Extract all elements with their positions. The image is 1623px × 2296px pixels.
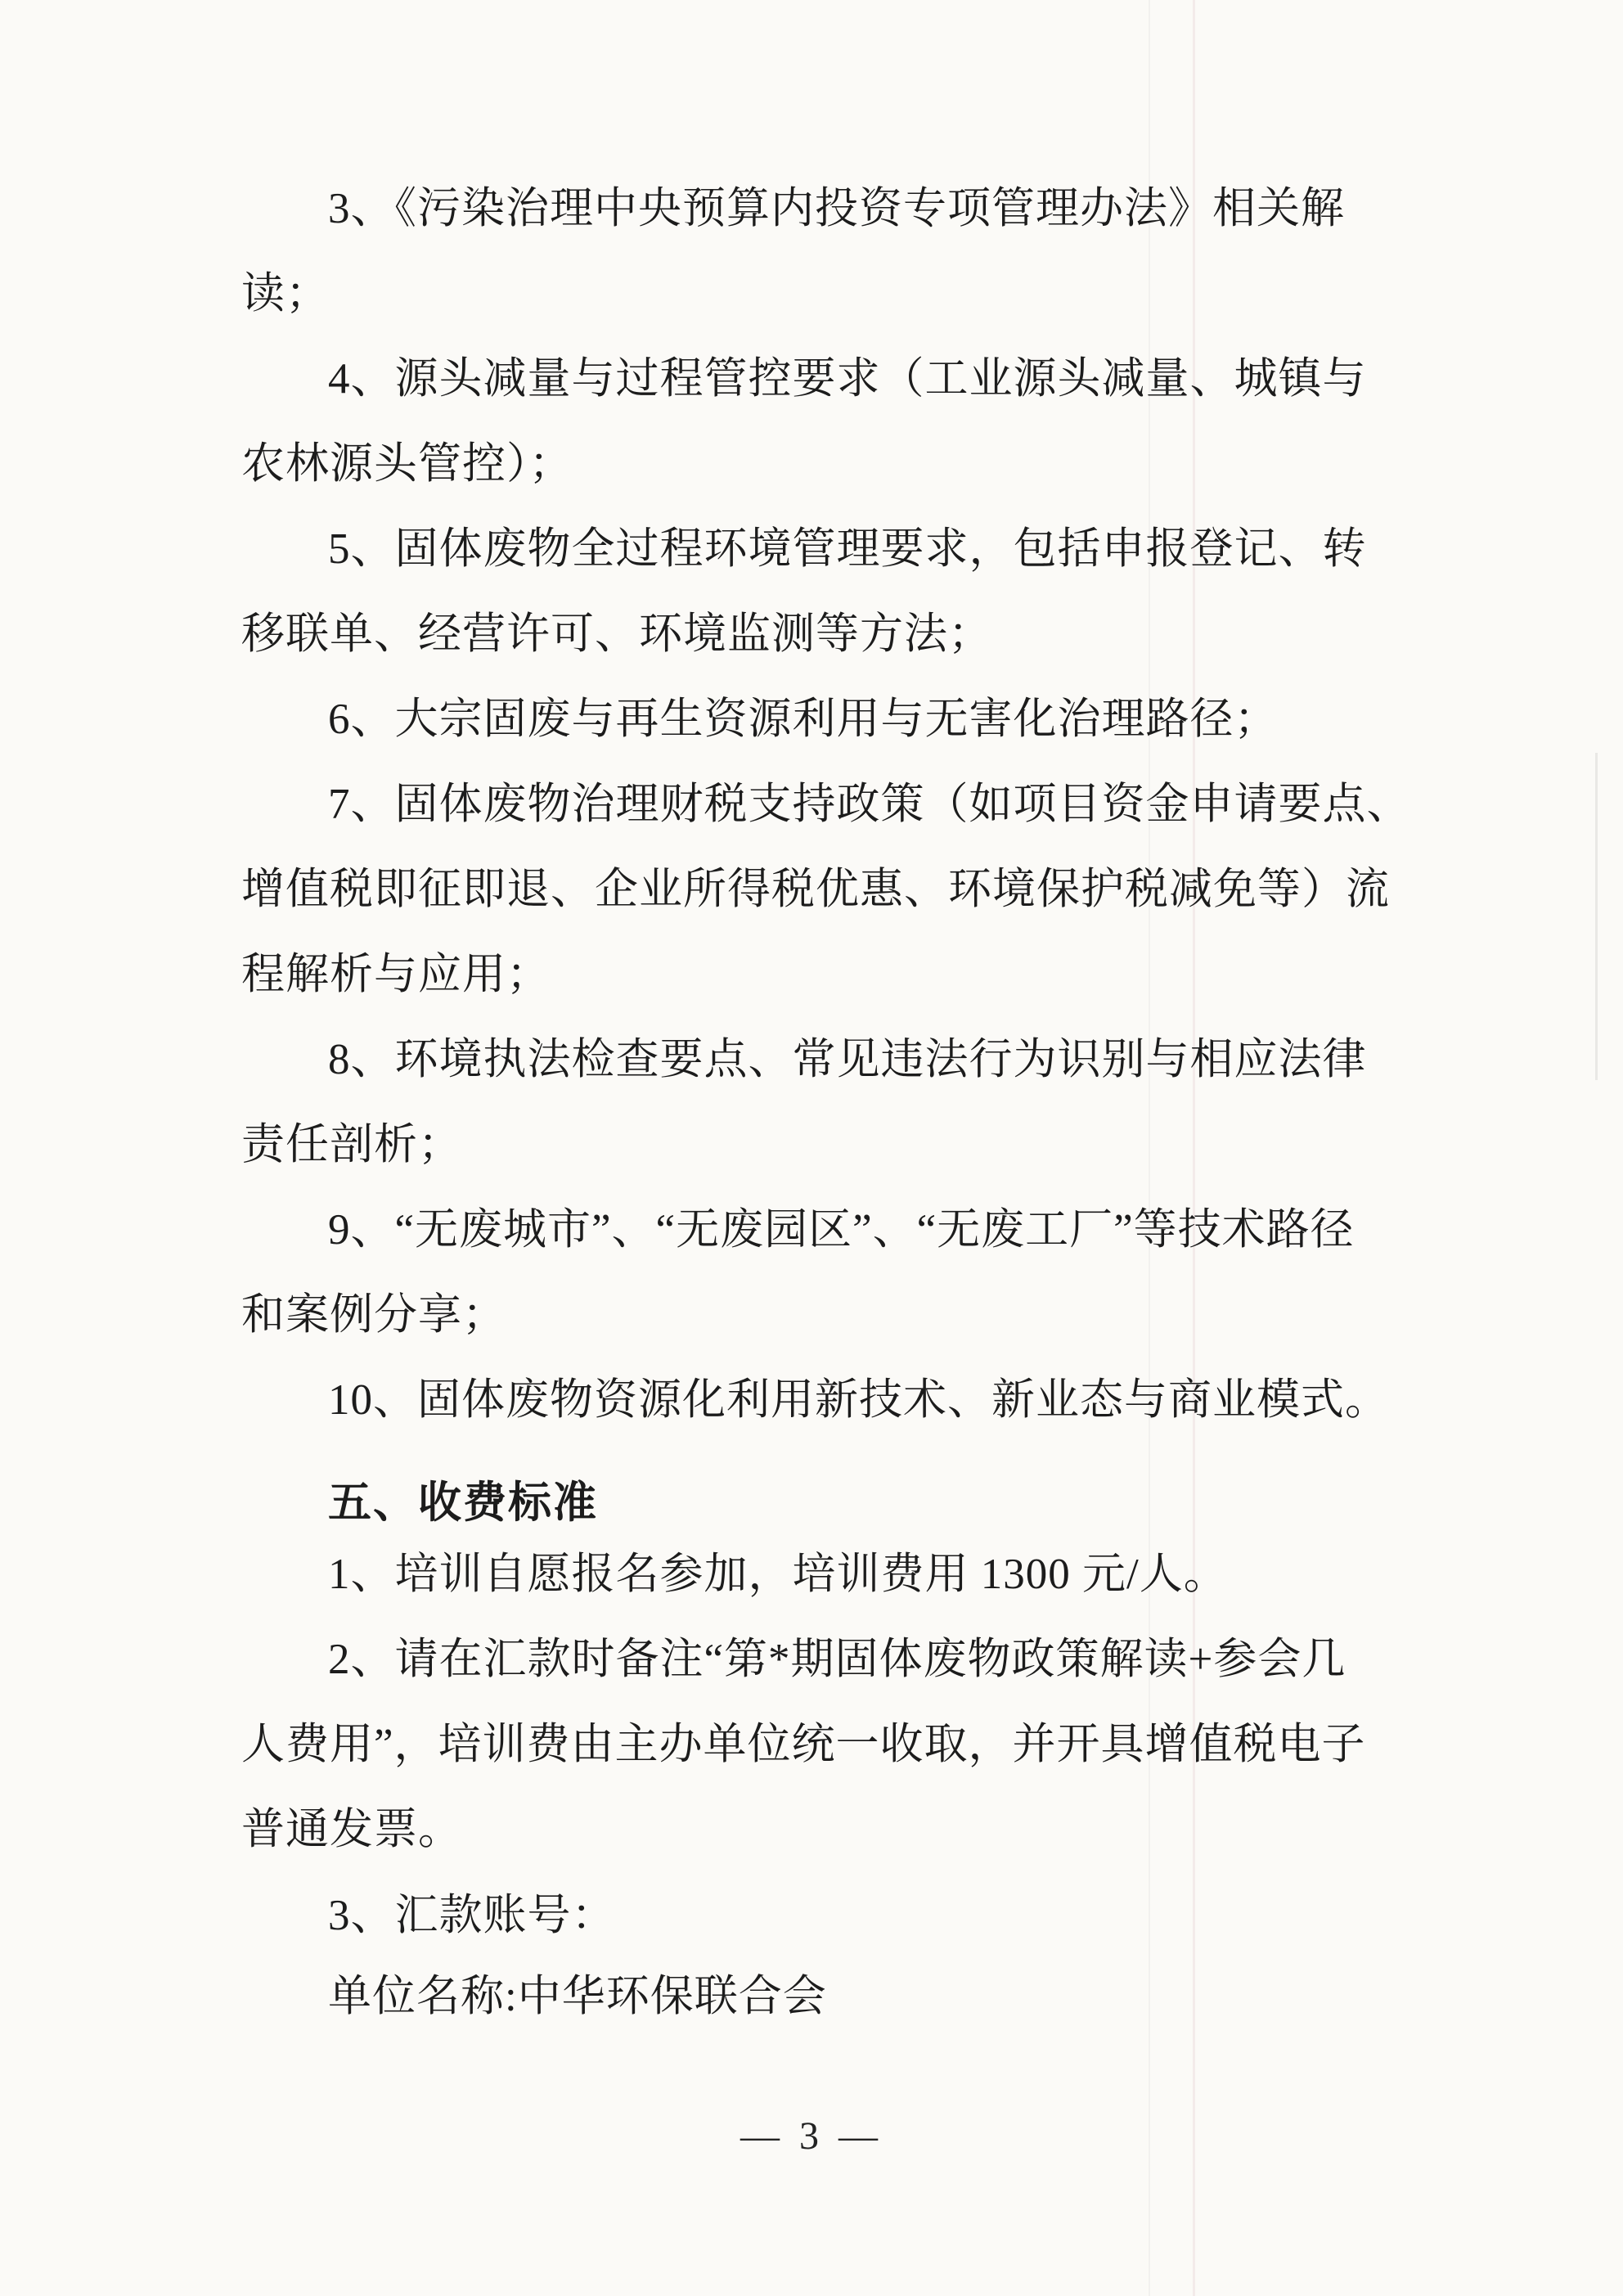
text-line: 读； xyxy=(241,270,330,317)
text-line: 8、环境执法检查要点、常见违法行为识别与相应法律 xyxy=(328,1036,1367,1083)
text-line: 单位名称:中华环保联合会 xyxy=(328,1973,827,2020)
text-line: 1、培训自愿报名参加，培训费用 1300 元/人。 xyxy=(328,1551,1228,1598)
text-line: 增值税即征即退、企业所得税优惠、环境保护税减免等）流 xyxy=(241,866,1390,913)
text-line: 普通发票。 xyxy=(241,1806,462,1853)
text-line: 2、请在汇款时备注“第*期固体废物政策解读+参会几 xyxy=(328,1636,1347,1683)
text-line: 责任剖析； xyxy=(241,1121,462,1168)
text-line: 10、固体废物资源化利用新技术、新业态与商业模式。 xyxy=(328,1376,1389,1424)
text-line: 6、大宗固废与再生资源利用与无害化治理路径； xyxy=(328,696,1279,743)
text-line: 程解析与应用； xyxy=(241,951,551,998)
page-number: — 3 — xyxy=(740,2114,883,2158)
text-line: 移联单、经营许可、环境监测等方法； xyxy=(241,610,992,658)
text-line: 9、“无废城市”、“无废园区”、“无废工厂”等技术路径 xyxy=(328,1206,1355,1254)
text-line: 和案例分享； xyxy=(241,1291,506,1339)
text-line: 3、《污染治理中央预算内投资专项管理办法》相关解 xyxy=(328,185,1345,232)
text-line: 4、源头减量与过程管控要求（工业源头减量、城镇与 xyxy=(328,355,1367,403)
text-line: 人费用”，培训费由主办单位统一收取，并开具增值税电子 xyxy=(241,1721,1366,1768)
text-line: 农林源头管控）； xyxy=(241,440,573,488)
text-line: 7、固体废物治理财税支持政策（如项目资金申请要点、 xyxy=(328,781,1411,828)
text-line: 5、固体废物全过程环境管理要求，包括申报登记、转 xyxy=(328,525,1367,573)
section-heading: 五、收费标准 xyxy=(328,1479,598,1527)
text-line: 3、汇款账号： xyxy=(328,1892,616,1939)
